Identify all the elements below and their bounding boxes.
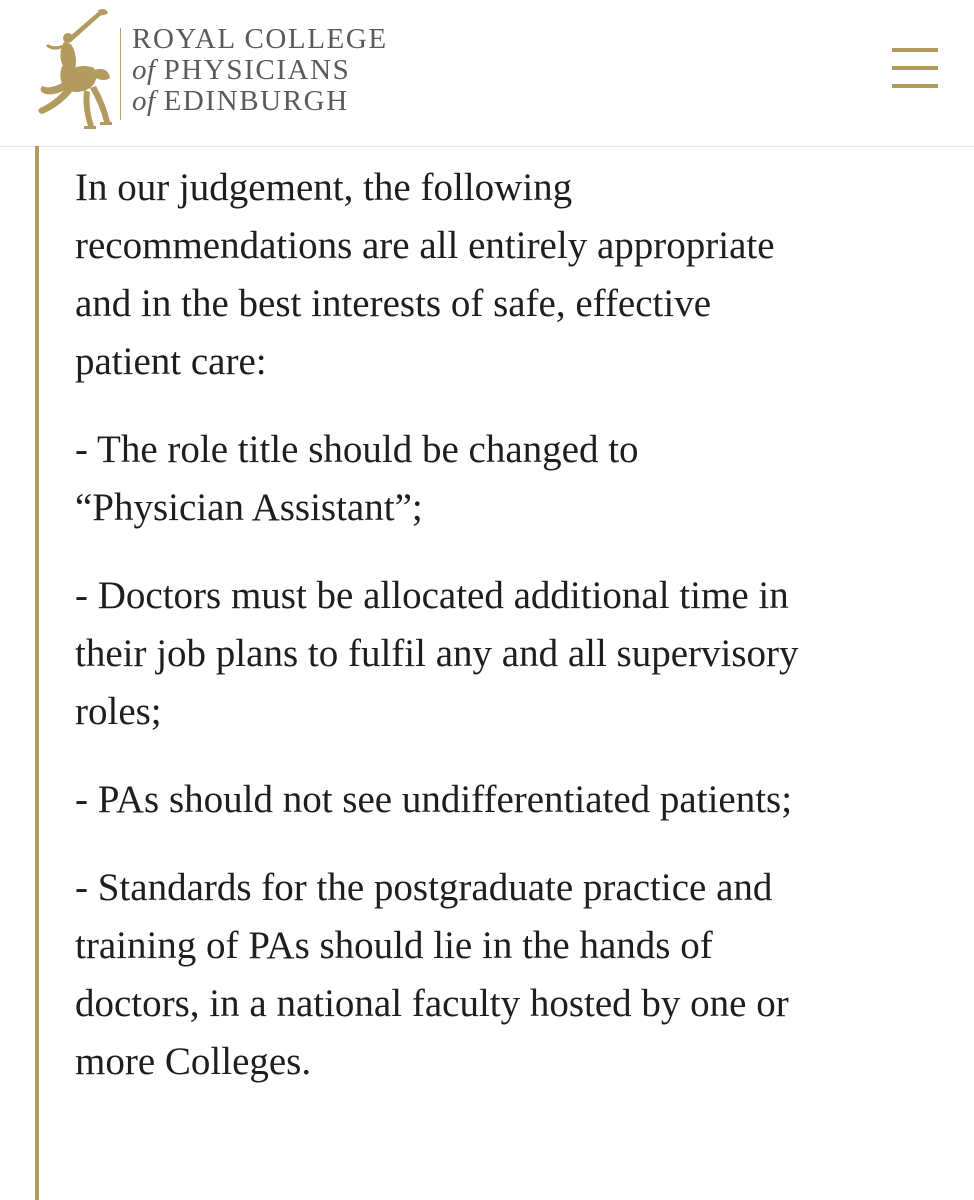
- college-name: [132, 24, 388, 117]
- paragraph-line: “Physician Assistant”;: [75, 486, 423, 529]
- article-paragraph: [75, 771, 955, 829]
- paragraph-line: recommendations are all entirely appropriate: [75, 224, 775, 267]
- paragraph-line: - The role title should be changed to: [75, 428, 639, 471]
- site-header: [0, 0, 974, 147]
- menu-bar-middle: [892, 66, 938, 70]
- paragraph-line: and in the best interests of safe, effective: [75, 282, 712, 325]
- paragraph-line: their job plans to fulfil any and all supervisory: [75, 632, 799, 675]
- article-paragraph: [75, 159, 955, 391]
- menu-bar-bottom: [892, 84, 938, 88]
- quote-block: [35, 146, 974, 1200]
- logo-of-2: of: [132, 85, 156, 117]
- paragraph-line: In our judgement, the following: [75, 166, 573, 209]
- article-paragraph: [75, 421, 955, 537]
- paragraph-line: more Colleges.: [75, 1040, 312, 1083]
- paragraph-line: - Doctors must be allocated additional time in: [75, 574, 789, 617]
- paragraph-line: roles;: [75, 690, 162, 733]
- article-paragraph: [75, 567, 955, 741]
- paragraph-line: - Standards for the postgraduate practice and: [75, 866, 773, 909]
- paragraph-line: - PAs should not see undifferentiated patients;: [75, 778, 793, 821]
- paragraph-line: training of PAs should lie in the hands of: [75, 924, 713, 967]
- logo-divider: [120, 28, 121, 120]
- logo-line-2-text: PHYSICIANS: [163, 54, 351, 86]
- logo-of-1: of: [132, 54, 156, 86]
- menu-bar-top: [892, 48, 938, 52]
- article-paragraph: [75, 859, 955, 1091]
- logo-line-3: [132, 86, 388, 117]
- logo-line-1: ROYAL COLLEGE: [132, 23, 388, 55]
- hamburger-menu-icon[interactable]: [884, 44, 944, 94]
- paragraph-line: doctors, in a national faculty hosted by one or: [75, 982, 789, 1025]
- logo-line-3-text: EDINBURGH: [163, 85, 349, 117]
- paragraph-line: patient care:: [75, 340, 267, 383]
- article-text: [75, 159, 955, 1121]
- logo-line-2: [132, 55, 388, 86]
- centaur-trumpet-logo-icon: [28, 8, 112, 130]
